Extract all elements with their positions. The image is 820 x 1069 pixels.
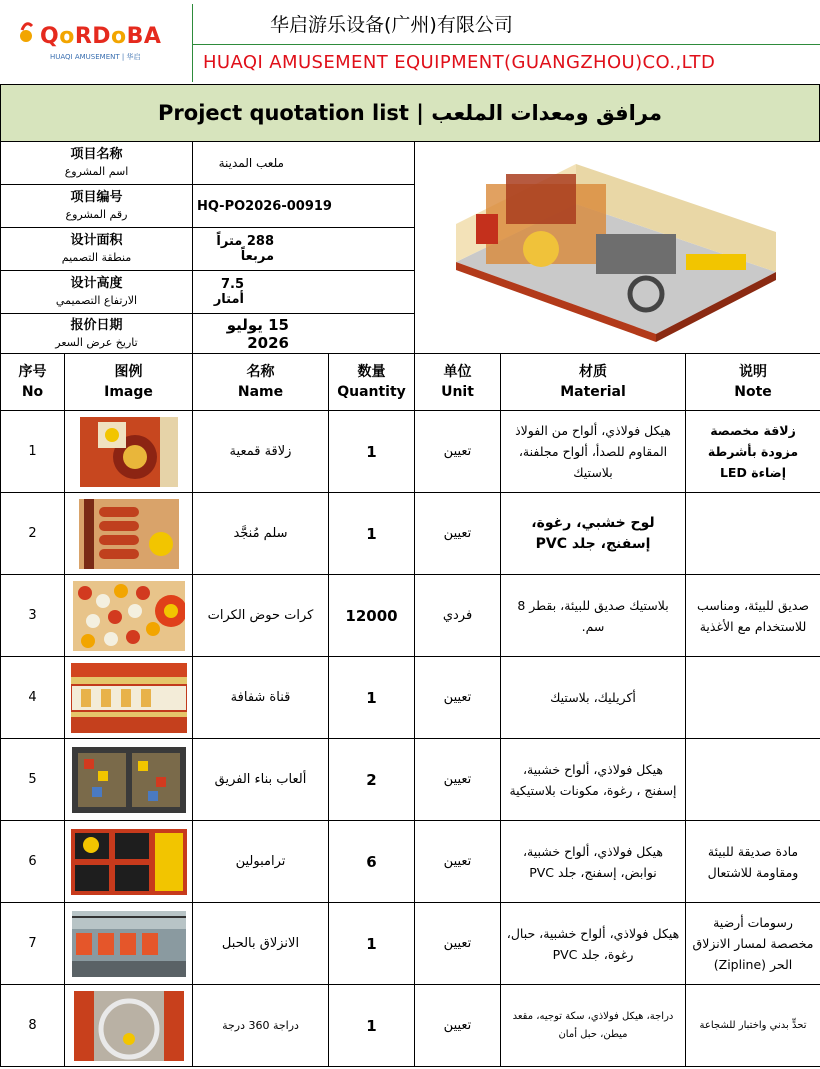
cell-name: كرات حوض الكرات (193, 575, 329, 657)
cell-material: هيكل فولاذي، ألواح خشبية، حبال، رغوة، جلد PVC (501, 903, 686, 985)
cell-quantity: 1 (329, 657, 415, 739)
label-project-number: 项目编号 رقم المشروع (1, 185, 193, 228)
value-project-name: ملعب المدينة (193, 142, 415, 185)
bike-360-photo (74, 991, 184, 1061)
logo-subtitle: HUAQI AMUSEMENT | 华启 (50, 53, 141, 61)
cell-image (65, 985, 193, 1067)
cell-no: 2 (1, 493, 65, 575)
cell-quantity: 1 (329, 411, 415, 493)
cell-image (65, 821, 193, 903)
column-header-image: 图例 Image (65, 354, 193, 411)
label-design-area: 设计面积 منطقة التصميم (1, 228, 193, 271)
cell-material: هيكل فولاذي، ألواح من الفولاذ المقاوم للصدأ، ألواح مجلفنة، بلاستيك (501, 411, 686, 493)
cell-note: مادة صديقة للبيئة ومقاومة للاشتعال (686, 821, 820, 903)
table-row (1, 821, 820, 903)
column-header-quantity: 数量 Quantity (329, 354, 415, 411)
cell-note (686, 493, 820, 575)
header-divider-vertical (192, 4, 193, 82)
roller-ladder-photo (79, 499, 179, 569)
cell-unit: تعيين (415, 411, 501, 493)
company-logo (10, 14, 180, 68)
column-header-no: 序号 No (1, 354, 65, 411)
cell-no: 4 (1, 657, 65, 739)
cell-material: هيكل فولاذي، ألواح خشبية، إسفنج ، رغوة، مكونات بلاستيكية (501, 739, 686, 821)
cell-image (65, 657, 193, 739)
label-quote-date: 报价日期 تاريخ عرض السعر (1, 314, 193, 354)
cell-unit: تعيين (415, 821, 501, 903)
cell-material: لوح خشبي، رغوة، إسفنج، جلد PVC (501, 493, 686, 575)
cell-quantity: 1 (329, 903, 415, 985)
cell-image (65, 493, 193, 575)
letterhead (0, 0, 820, 84)
company-name-en: HUAQI AMUSEMENT EQUIPMENT(GUANGZHOU)CO.,LTD (203, 52, 716, 73)
cell-unit: تعيين (415, 985, 501, 1067)
cell-image (65, 411, 193, 493)
project-info (0, 141, 820, 353)
cell-note: صديق للبيئة، ومناسب للاستخدام مع الأغذية (686, 575, 820, 657)
team-game-photo (72, 747, 186, 813)
items-table (0, 353, 820, 1067)
cell-no: 5 (1, 739, 65, 821)
column-header-material: 材质 Material (501, 354, 686, 411)
cell-name: دراجة 360 درجة (193, 985, 329, 1067)
document-title: Project quotation list | مرافق ومعدات الملعب (0, 84, 820, 142)
value-project-number: HQ-PO2026-00919 (193, 185, 415, 228)
value-design-area: 288 متراً مربعاً (193, 228, 415, 271)
cell-unit: تعيين (415, 657, 501, 739)
cell-unit: تعيين (415, 493, 501, 575)
zipline-photo (72, 911, 186, 977)
cell-name: الانزلاق بالحبل (193, 903, 329, 985)
ball-pit-photo (73, 581, 185, 651)
table-row (1, 657, 820, 739)
cell-unit: فردي (415, 575, 501, 657)
table-row (1, 985, 820, 1067)
playground-render-image (416, 144, 820, 352)
table-header-row (1, 354, 820, 411)
cell-quantity: 1 (329, 985, 415, 1067)
column-header-note: 说明 Note (686, 354, 820, 411)
column-header-unit: 单位 Unit (415, 354, 501, 411)
cell-material: هيكل فولاذي، ألواح خشبية، نوابض، إسفنج، جلد PVC (501, 821, 686, 903)
cell-quantity: 12000 (329, 575, 415, 657)
value-design-height: 7.5 أمتار (193, 271, 415, 314)
cell-quantity: 1 (329, 493, 415, 575)
cell-unit: تعيين (415, 903, 501, 985)
cell-name: زلاقة قمعية (193, 411, 329, 493)
cell-no: 8 (1, 985, 65, 1067)
tunnel-photo (71, 663, 187, 733)
playground-render (415, 142, 820, 354)
cell-image (65, 575, 193, 657)
cell-note: تحدٍّ بدني واختبار للشجاعة (686, 985, 820, 1067)
table-row (1, 739, 820, 821)
cell-no: 7 (1, 903, 65, 985)
cell-image (65, 739, 193, 821)
label-project-name: 项目名称 اسم المشروع (1, 142, 193, 185)
label-design-height: 设计高度 الارتفاع التصميمي (1, 271, 193, 314)
cell-name: ألعاب بناء الفريق (193, 739, 329, 821)
cell-name: سلم مُنجَّد (193, 493, 329, 575)
cell-unit: تعيين (415, 739, 501, 821)
company-name-cn: 华启游乐设备(广州)有限公司 (270, 14, 513, 36)
trampoline-photo (71, 829, 187, 895)
cell-material: أكريليك، بلاستيك (501, 657, 686, 739)
cell-material: بلاستيك صديق للبيئة، بقطر 8 سم. (501, 575, 686, 657)
cell-name: قناة شفافة (193, 657, 329, 739)
cell-note (686, 739, 820, 821)
header-divider-horizontal (192, 44, 820, 45)
slide-photo (80, 417, 178, 487)
cell-no: 1 (1, 411, 65, 493)
value-quote-date: 15 يوليو 2026 (193, 314, 415, 354)
cell-no: 3 (1, 575, 65, 657)
column-header-name: 名称 Name (193, 354, 329, 411)
cell-quantity: 2 (329, 739, 415, 821)
cell-image (65, 903, 193, 985)
table-row (1, 493, 820, 575)
cell-name: ترامبولين (193, 821, 329, 903)
cell-note: رسومات أرضية مخصصة لمسار الانزلاق الحر (Zipline) (686, 903, 820, 985)
logo-word: QoRDoBA (40, 24, 162, 49)
table-row (1, 903, 820, 985)
cell-quantity: 6 (329, 821, 415, 903)
cell-note (686, 657, 820, 739)
cell-no: 6 (1, 821, 65, 903)
cell-note: زلاقة مخصصة مزودة بأشرطة إضاءة LED (686, 411, 820, 493)
table-row (1, 411, 820, 493)
table-row (1, 575, 820, 657)
cell-material: دراجة، هيكل فولاذي، سكة توجيه، مقعد ميطن، حبل أمان (501, 985, 686, 1067)
